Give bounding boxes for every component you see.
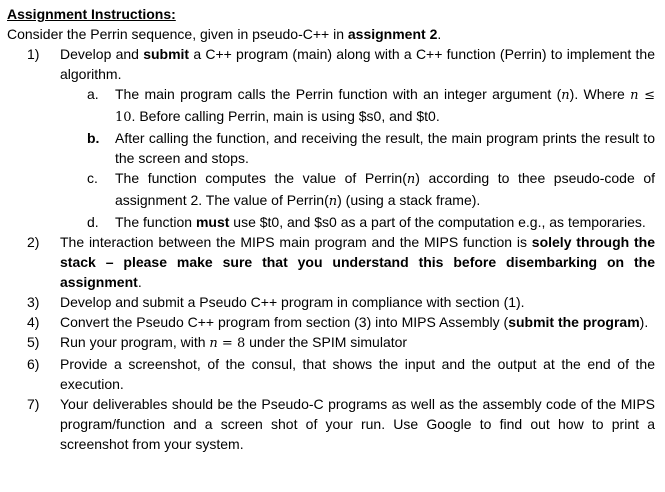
item-number: 1) (27, 46, 40, 62)
heading: Assignment Instructions: (7, 6, 176, 22)
document (7, 4, 655, 454)
item-letter: c. (87, 170, 98, 186)
sub-item-d: d. The function must use $t0, and $s0 as a part of the computation e.g., as temporaries. (87, 214, 646, 230)
list-item-3: 3) Develop and submit a Pseudo C++ program in compliance with section (1). (27, 294, 525, 310)
item-letter: b. (87, 130, 100, 146)
sub-item-b: b. After calling the function, and receiving the result, the main program prints the result to the screen and stops. (87, 130, 655, 166)
list-item-7: 7) Your deliverables should be the Pseudo-C programs as well as the assembly code of the MIPS program/function and a screen shot of your run. Use Google to find out how to print a screenshot from your system. (27, 396, 655, 452)
list-item-6: 6) Provide a screenshot, of the consul, that shows the input and the output at the end of the execution. (27, 356, 655, 392)
list-item-4: 4) Convert the Pseudo C++ program from section (3) into MIPS Assembly (submit the program). (27, 314, 649, 330)
item-number: 3) (27, 294, 40, 310)
list-item-2: 2) The interaction between the MIPS main program and the MIPS function is solely through the stack – please make sure that you understand this before disembarking on the assignment. (27, 234, 655, 290)
list-item-1: 1) Develop and submit a C++ program (main) along with a C++ function (Perrin) to implement the algorithm. (27, 46, 655, 82)
item-letter: a. (87, 86, 99, 102)
item-number: 5) (27, 334, 40, 350)
sub-item-a: a. The main program calls the Perrin function with an integer argument (n). Where n ≤ 10. Before calling Perrin, main is using $s0, and $t0. (87, 86, 655, 125)
item-number: 6) (27, 356, 40, 372)
sub-item-c: c. The function computes the value of Perrin(n) according to thee pseudo-code of assignment 2. The value of Perrin(n) (using a stack frame). (87, 170, 655, 209)
item-letter: d. (87, 214, 99, 230)
item-number: 7) (27, 396, 40, 412)
intro-paragraph: Consider the Perrin sequence, given in pseudo-C++ in assignment 2. (7, 26, 442, 42)
item-number: 4) (27, 314, 40, 330)
item-number: 2) (27, 234, 40, 250)
list-item-5: 5) Run your program, with n = 8 under the SPIM simulator (27, 334, 408, 351)
